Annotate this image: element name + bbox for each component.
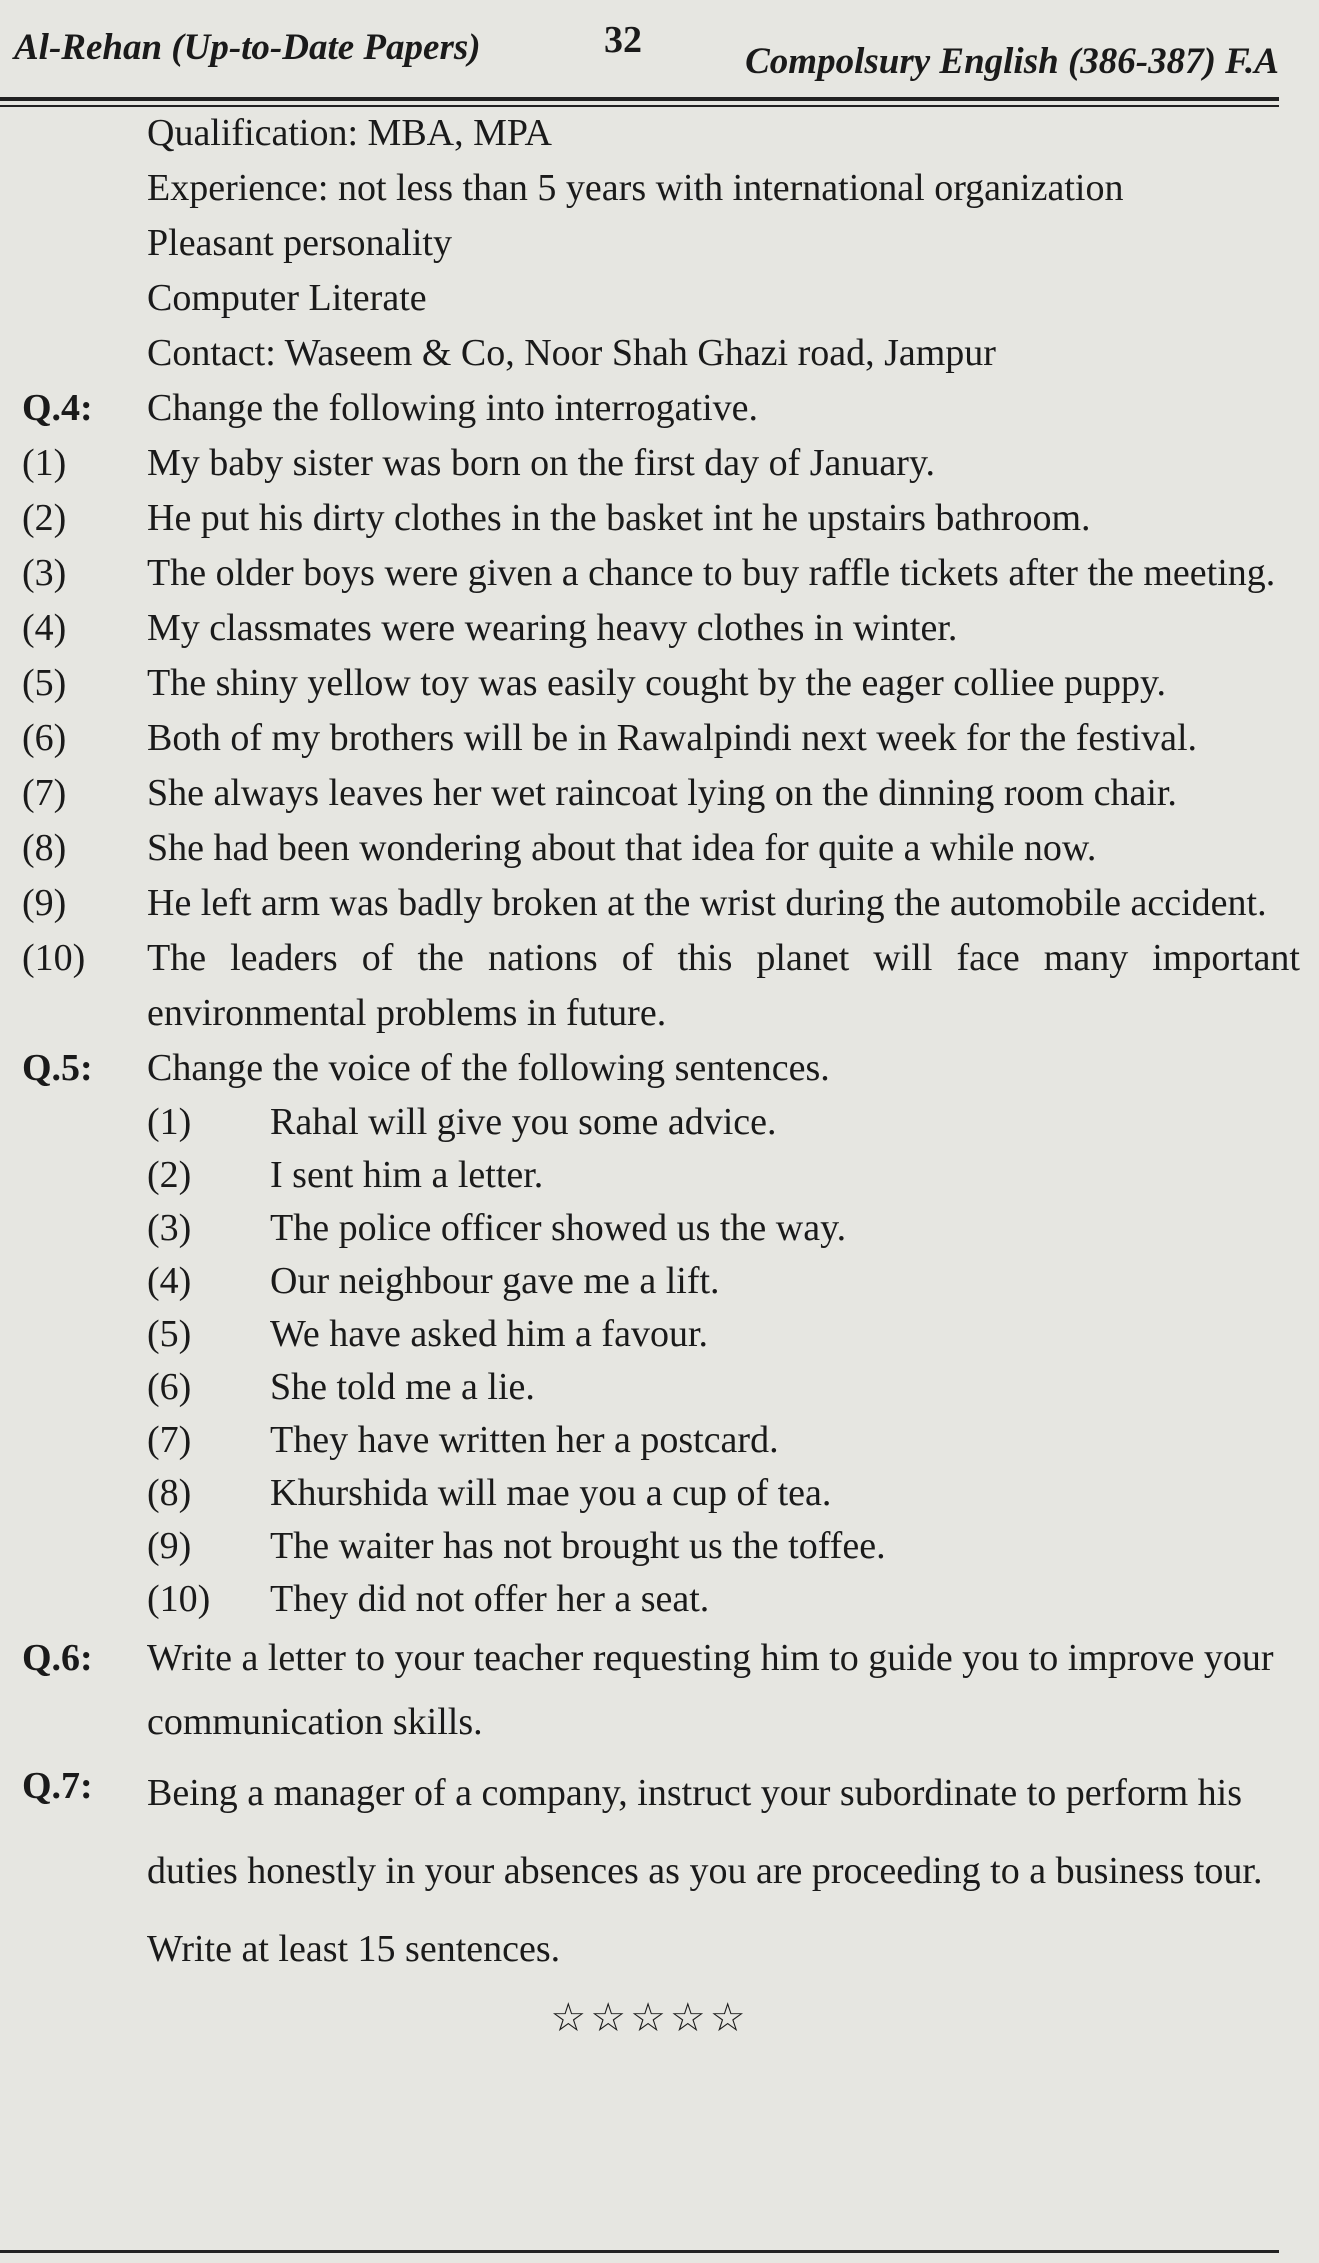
item-text: I sent him a letter.: [270, 1154, 544, 1196]
list-item: [147, 1149, 1300, 1202]
list-item: [147, 1255, 1300, 1308]
question-prompt: Being a manager of a company, instruct your subordinate to perform his duties honestly in your absences as you are proceeding to a business tour. Write at least 15 sentences.: [147, 1772, 1263, 1970]
question-label: Q.7:: [22, 1765, 93, 1807]
page-header: [0, 0, 1319, 110]
item-text: My classmates were wearing heavy clothes in winter.: [147, 607, 958, 649]
item-number: (8): [22, 827, 67, 869]
ad-line: Experience: not less than 5 years with international organization: [147, 167, 1124, 209]
ad-line: Qualification: MBA, MPA: [147, 112, 552, 154]
header-book-title: Al-Rehan (Up-to-Date Papers): [14, 27, 481, 68]
item-text: My baby sister was born on the first day of January.: [147, 442, 935, 484]
question-label: Q.4:: [22, 387, 93, 429]
list-item: [147, 1308, 1300, 1361]
end-stars: ☆☆☆☆☆: [550, 1995, 750, 2040]
list-item: [0, 821, 1300, 876]
page-number: 32: [604, 19, 642, 61]
item-number: (1): [147, 1101, 192, 1143]
item-text: The police officer showed us the way.: [270, 1207, 847, 1249]
question-6: [0, 1626, 1300, 1754]
item-number: (4): [22, 607, 67, 649]
item-number: (7): [147, 1419, 192, 1461]
list-item: [0, 656, 1300, 711]
item-text: They have written her a postcard.: [270, 1419, 779, 1461]
list-item: [147, 1361, 1300, 1414]
item-text: The waiter has not brought us the toffee.: [270, 1525, 886, 1567]
list-item: [0, 436, 1300, 491]
question-label: Q.6:: [22, 1637, 93, 1679]
header-subject: Compolsury English (386-387) F.A: [745, 41, 1279, 82]
item-text: Rahal will give you some advice.: [270, 1101, 777, 1143]
ad-line: Contact: Waseem & Co, Noor Shah Ghazi road, Jampur: [147, 332, 996, 374]
footer-rule: [0, 2250, 1279, 2253]
item-number: (7): [22, 772, 67, 814]
list-item: [0, 711, 1300, 766]
list-item: [147, 1096, 1300, 1149]
item-text: The older boys were given a chance to buy raffle tickets after the meeting.: [147, 552, 1276, 594]
question-prompt: Change the following into interrogative.: [147, 387, 759, 429]
item-number: (2): [22, 497, 67, 539]
list-item: [0, 546, 1300, 601]
question-prompt: Write a letter to your teacher requesting him to guide you to improve your communication skills.: [147, 1637, 1274, 1743]
item-number: (6): [147, 1366, 192, 1408]
ad-line: Pleasant personality: [147, 222, 452, 264]
item-text: He left arm was badly broken at the wrist during the automobile accident.: [147, 882, 1267, 924]
list-item: [147, 1573, 1300, 1626]
page-content: [0, 106, 1300, 2041]
item-number: (5): [22, 662, 67, 704]
list-item: [147, 1202, 1300, 1255]
ad-line: Computer Literate: [147, 277, 427, 319]
item-number: (9): [22, 882, 67, 924]
item-number: (1): [22, 442, 67, 484]
list-item: [0, 766, 1300, 821]
item-text: The leaders of the nations of this planet will face many important environmental problems in future.: [147, 937, 1300, 1034]
question-label: Q.5:: [22, 1047, 93, 1089]
list-item: [147, 1520, 1300, 1573]
item-number: (10): [22, 937, 86, 979]
advertisement-details: [0, 106, 1300, 381]
item-text: We have asked him a favour.: [270, 1313, 709, 1355]
item-number: (10): [147, 1578, 211, 1620]
item-text: She had been wondering about that idea for quite a while now.: [147, 827, 1097, 869]
list-item: [147, 1467, 1300, 1520]
item-text: The shiny yellow toy was easily cought by the eager colliee puppy.: [147, 662, 1167, 704]
item-text: She told me a lie.: [270, 1366, 535, 1408]
list-item: [0, 491, 1300, 546]
question-prompt: Change the voice of the following sentences.: [147, 1047, 830, 1089]
item-text: Both of my brothers will be in Rawalpindi next week for the festival.: [147, 717, 1198, 759]
item-text: Our neighbour gave me a lift.: [270, 1260, 720, 1302]
item-number: (9): [147, 1525, 192, 1567]
item-text: They did not offer her a seat.: [270, 1578, 710, 1620]
question-7: [0, 1754, 1300, 1988]
list-item: [0, 876, 1300, 931]
header-rule: [0, 97, 1279, 101]
item-number: (8): [147, 1472, 192, 1514]
item-number: (6): [22, 717, 67, 759]
item-text: Khurshida will mae you a cup of tea.: [270, 1472, 832, 1514]
item-number: (4): [147, 1260, 192, 1302]
list-item: [0, 931, 1300, 1041]
item-text: He put his dirty clothes in the basket int he upstairs bathroom.: [147, 497, 1091, 539]
question-4: [0, 381, 1300, 1041]
item-number: (5): [147, 1313, 192, 1355]
item-number: (3): [147, 1207, 192, 1249]
list-item: [0, 601, 1300, 656]
list-item: [147, 1414, 1300, 1467]
item-text: She always leaves her wet raincoat lying on the dinning room chair.: [147, 772, 1177, 814]
item-number: (2): [147, 1154, 192, 1196]
item-number: (3): [22, 552, 67, 594]
question-5: [0, 1041, 1300, 1626]
